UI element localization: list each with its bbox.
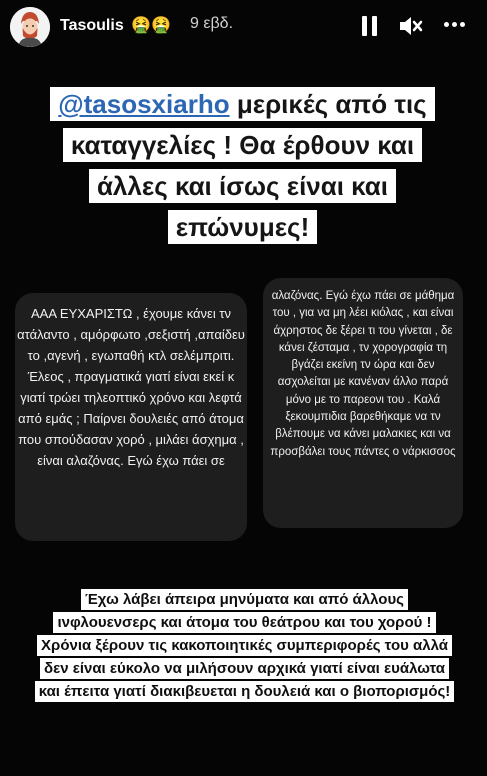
mention-link[interactable]: @tasosxiarho (58, 89, 230, 119)
more-icon (444, 22, 449, 27)
message-text-left: ΑΑΑ ΕΥΧΑΡΙΣΤΩ , έχουμε κάνει τν ατάλαντο , αμόρφωτο ,σεξιστή ,απαίδευ το ,αγενή , εγωπαθή κτλ σελέμπριτι. Έλεος , πραγματικά γιατί είναι εκεί κ γιατί τρώει τηλεοπτικό χρόνο και λεφτά από εμάς ; Παίρνει δουλειές από άτομα που σπούδασαν χορό , μιλάει άσχημα , είναι αλαζόνας. Εγώ έχω πάει σε (17, 306, 245, 468)
caption-highlight (50, 87, 434, 244)
story-caption-bottom (32, 588, 457, 703)
nauseated-face-emoji: 🤮🤮 (131, 17, 172, 34)
post-time: 9 εβδ. (190, 15, 234, 32)
message-screenshot-left (15, 293, 247, 541)
more-icon-dot (460, 22, 465, 27)
mute-button[interactable] (398, 14, 424, 38)
mute-icon (398, 14, 424, 38)
more-icon-dot (452, 22, 457, 27)
message-text-right: αλαζόνας. Εγώ έχω πάει σε μάθημα του , για να μη λέει κιόλας , και είναι άχρηστος δε ξέρει τι του γίνεται , δε κάνει ζέσταμα , τν χορογραφία τη βγάζει εκείνη τν ώρα και δεν ασχολείται με κανέναν άλλο παρά μόνο με το παρεονι του . Καλά ξεκουμπιδια βαρεθήκαμε να τν βλέπουμε να κάνει μαλακιες και να προσβάλει τους πάντες o νάρκισσος (270, 290, 456, 458)
username[interactable] (60, 15, 171, 35)
story-caption-top (45, 84, 440, 248)
caption-highlight: Έχω λάβει άπειρα μηνύματα και από άλλους ινφλουενσερς και άτομα του θεάτρου και του χορού ! Χρόνια ξέρουν τις κακοποιητικές συμπεριφορές του αλλά δεν είναι εύκολο να μιλήσουν αρχικά γιατί είναι ευάλωτα και έπειτα γιατί διακιβευεται η δουλειά και ο βιοπορισμός! (35, 589, 455, 702)
message-screenshot-right (263, 278, 463, 528)
username-text: Tasoulis (60, 17, 124, 34)
avatar-illustration (10, 7, 50, 47)
caption-text: μερικές από τις καταγγελίες ! Θα έρθουν και άλλες και ίσως είναι και επώνυμες! (70, 89, 427, 242)
pause-icon-bar (372, 16, 377, 36)
pause-icon (362, 16, 367, 36)
story-header (0, 0, 487, 60)
more-options-button[interactable] (440, 12, 470, 38)
avatar[interactable] (10, 7, 50, 47)
pause-button[interactable] (362, 16, 380, 36)
